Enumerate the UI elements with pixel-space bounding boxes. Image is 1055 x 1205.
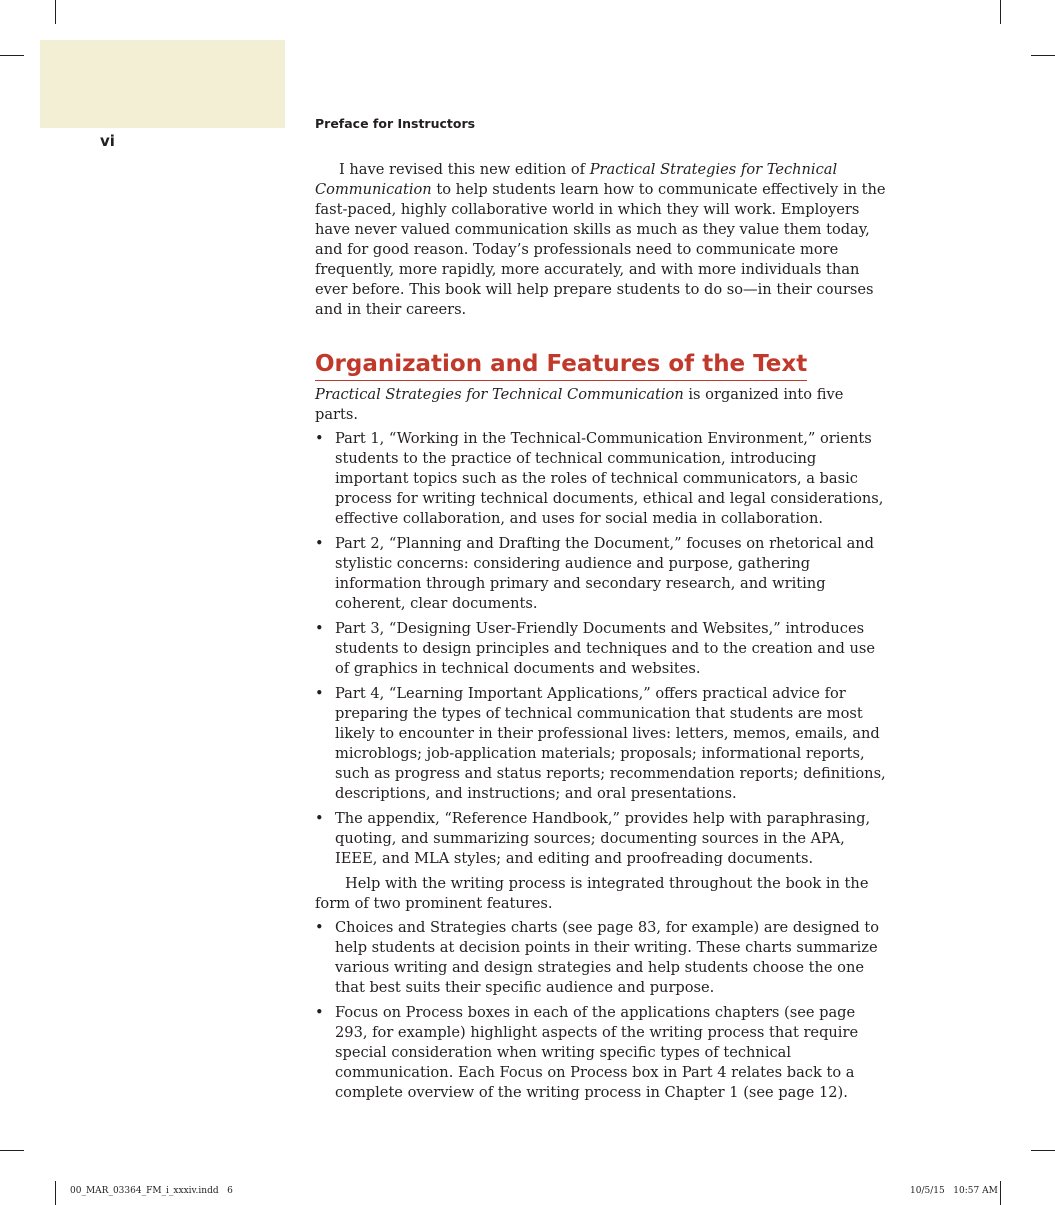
list-item-text: Part 2, “Planning and Drafting the Document,” focuses on rhetorical and stylistic concerns: considering audience and purpose, gathering information through primary and secondary research, and writing coherent, clear documents. [335,535,875,612]
list-item-text: Focus on Process boxes in each of the applications chapters (see page 293, for example) highlight aspects of the writing process that require special consideration when writing specific types of technical communication. Each Focus on Process box in Part 4 relates back to a complete overview of the writing process in Chapter 1 (see page 12). [335,1004,859,1101]
bullet-icon: • [315,430,324,447]
slug-filename: 00_MAR_03364_FM_i_xxxiv.indd 6 [70,1186,233,1196]
page-number: vi [100,132,115,150]
help-paragraph: Help with the writing process is integrated throughout the book in the form of two prominent features. [315,875,869,912]
bullet-icon: • [315,810,324,827]
bullet-icon: • [315,685,324,702]
margin-color-block [40,40,285,128]
crop-mark [0,55,24,56]
slug-timestamp: 10/5/15 10:57 AM [910,1186,998,1196]
bullet-icon: • [315,620,324,637]
crop-mark [55,0,56,24]
main-text [315,160,889,1108]
intro-text-start: I have revised this new edition of [339,161,590,178]
bullet-icon: • [315,535,324,552]
crop-mark [1031,1150,1055,1151]
list-item [315,1003,889,1103]
crop-mark [1000,0,1001,24]
crop-mark [1000,1181,1001,1205]
crop-mark [0,1150,24,1151]
list-item [315,684,889,804]
list-item-text: Choices and Strategies charts (see page 83, for example) are designed to help students at decision points in their writing. These charts summarize various writing and design strategies and help students choose the one that best suits their specific audience and purpose. [335,919,879,996]
list-item [315,809,889,869]
crop-mark [55,1181,56,1205]
list-item-text: Part 3, “Designing User-Friendly Documents and Websites,” introduces students to design principles and techniques and to the creation and use of graphics in technical documents and websites. [335,620,876,677]
list-item [315,619,889,679]
list-item [315,918,889,998]
crop-mark [1031,55,1055,56]
intro-paragraph [315,160,889,320]
book-title: Practical Strategies for Technical Communication [315,386,684,403]
section-heading: Organization and Features of the Text [315,350,807,381]
list-item [315,429,889,529]
list-item [315,534,889,614]
book-title: Practical Strategies for Technical Communication [315,161,838,198]
organization-intro-text: is organized into five parts. [315,386,844,423]
list-item-text: Part 4, “Learning Important Applications,” offers practical advice for preparing the types of technical communication that students are most likely to encounter in their professional lives: letters, memos, emails, and microblogs; job-application materials; proposals; informational reports, such as progress and status reports; recommendation reports; definitions, descriptions, and instructions; and oral presentations. [335,685,886,802]
organization-intro [315,385,889,425]
intro-text-end: to help students learn how to communicate effectively in the fast-paced, highly collaborative world in which they will work. Employers have never valued communication skills as much as they value them today, and for good reason. Today’s professionals need to communicate more frequently, more rapidly, more accurately, and with more individuals than ever before. This book will help prepare students to do so—in their courses and in their careers. [315,181,886,318]
list-item-text: Part 1, “Working in the Technical-Communication Environment,” orients students to the practice of technical communication, introducing important topics such as the roles of technical communicators, a basic process for writing technical documents, ethical and legal considerations, effective collaboration, and uses for social media in collaboration. [335,430,884,527]
bullet-icon: • [315,919,324,936]
parts-list [315,429,889,869]
running-head: Preface for Instructors [315,116,476,131]
list-item-text: The appendix, “Reference Handbook,” provides help with paraphrasing, quoting, and summarizing sources; documenting sources in the APA, IEEE, and MLA styles; and editing and proofreading documents. [335,810,871,867]
features-list [315,918,889,1103]
bullet-icon: • [315,1004,324,1021]
